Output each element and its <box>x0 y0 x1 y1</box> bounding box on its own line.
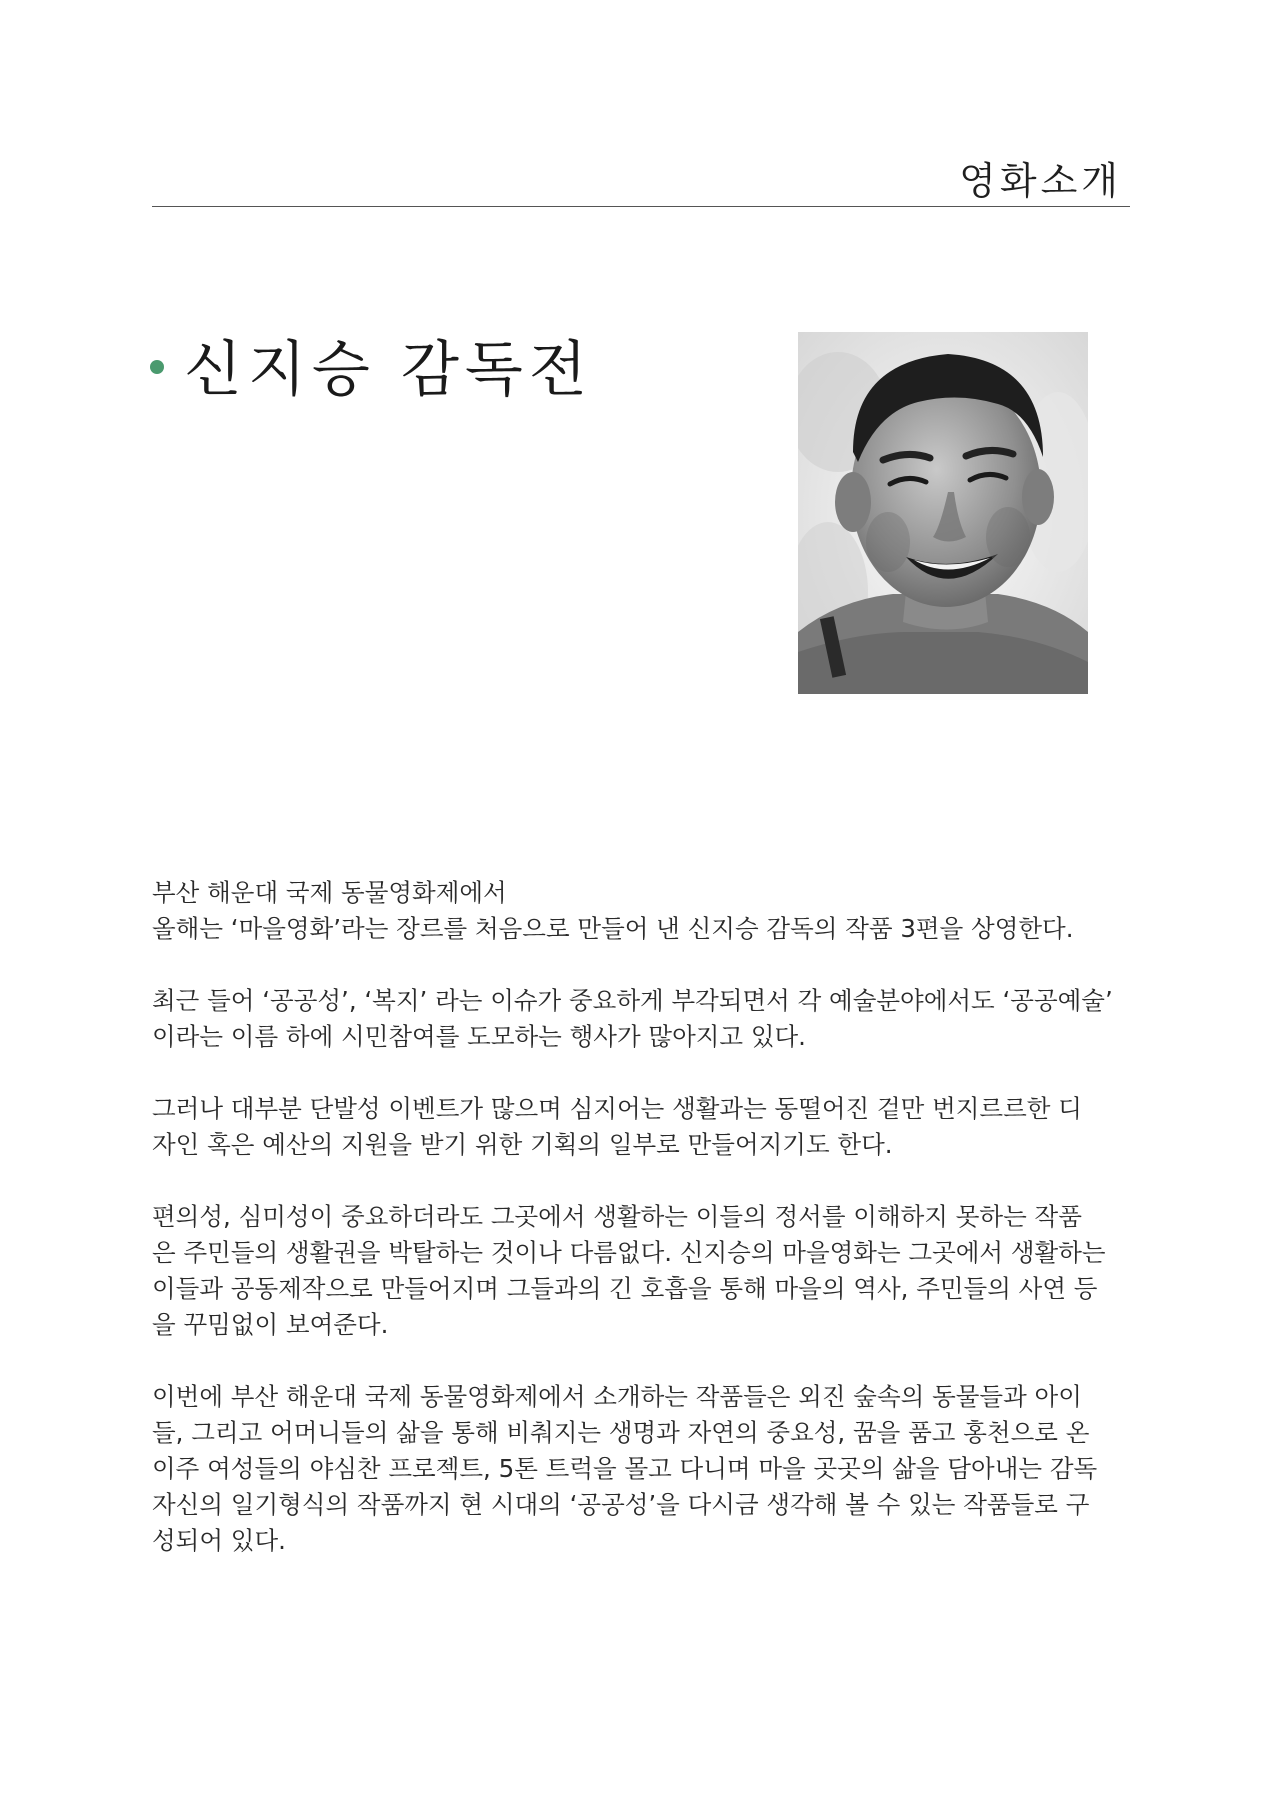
paragraph-line: 이들과 공동제작으로 만들어지며 그들과의 긴 호흡을 통해 마을의 역사, 주민들의 사연 등 <box>152 1274 1098 1303</box>
paragraph-line: 자인 혹은 예산의 지원을 받기 위한 기획의 일부로 만들어지기도 한다. <box>152 1130 893 1159</box>
paragraph-line: 들, 그리고 어머니들의 삶을 통해 비춰지는 생명과 자연의 중요성, 꿈을 품고 홍천으로 온 <box>152 1418 1090 1447</box>
paragraph-3 <box>152 1091 1134 1163</box>
bullet-dot-icon <box>150 360 164 374</box>
paragraph-line: 이번에 부산 해운대 국제 동물영화제에서 소개하는 작품들은 외진 숲속의 동물들과 아이 <box>152 1382 1082 1411</box>
paragraph-1 <box>152 875 1134 947</box>
paragraph-line: 이주 여성들의 야심찬 프로젝트, 5톤 트럭을 몰고 다니며 마을 곳곳의 삶을 담아내는 감독 <box>152 1454 1098 1483</box>
title-row <box>150 325 593 405</box>
paragraph-line: 이라는 이름 하에 시민참여를 도모하는 행사가 많아지고 있다. <box>152 1022 806 1051</box>
director-portrait <box>798 332 1088 694</box>
paragraph-line: 올해는 ‘마을영화’라는 장르를 처음으로 만들어 낸 신지승 감독의 작품 3편을 상영한다. <box>152 914 1074 943</box>
paragraph-line: 자신의 일기형식의 작품까지 현 시대의 ‘공공성’을 다시금 생각해 볼 수 있는 작품들로 구 <box>152 1490 1090 1519</box>
paragraph-4 <box>152 1199 1134 1343</box>
paragraph-2 <box>152 983 1134 1055</box>
page-header <box>152 140 1130 207</box>
paragraph-line: 그러나 대부분 단발성 이벤트가 많으며 심지어는 생활과는 동떨어진 겉만 번지르르한 디 <box>152 1094 1082 1123</box>
paragraph-line: 부산 해운대 국제 동물영화제에서 <box>152 878 507 907</box>
paragraph-line: 최근 들어 ‘공공성’, ‘복지’ 라는 이슈가 중요하게 부각되면서 각 예술분야에서도 ‘공공예술’ <box>152 986 1113 1015</box>
paragraph-line: 성되어 있다. <box>152 1526 286 1555</box>
article-body <box>152 875 1134 1595</box>
paragraph-line: 을 꾸밈없이 보여준다. <box>152 1310 389 1339</box>
paragraph-line: 은 주민들의 생활권을 박탈하는 것이나 다름없다. 신지승의 마을영화는 그곳에서 생활하는 <box>152 1238 1106 1267</box>
section-label: 영화소개 <box>959 159 1122 203</box>
page-title: 신지승 감독전 <box>184 335 593 405</box>
paragraph-5 <box>152 1379 1134 1559</box>
paragraph-line: 편의성, 심미성이 중요하더라도 그곳에서 생활하는 이들의 정서를 이해하지 못하는 작품 <box>152 1202 1082 1231</box>
portrait-image <box>798 332 1088 694</box>
